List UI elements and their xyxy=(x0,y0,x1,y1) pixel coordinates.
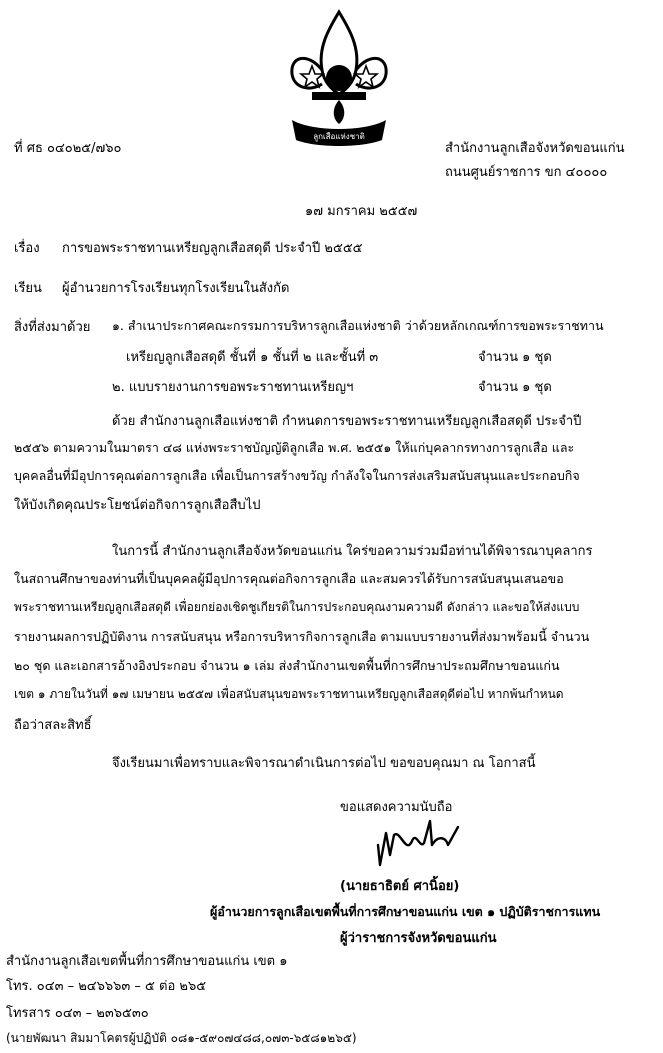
scout-emblem-icon xyxy=(282,8,396,146)
office-name: สำนักงานลูกเสือจังหวัดขอนแก่น xyxy=(445,141,625,156)
letter-date: ๑๗ มกราคม ๒๕๕๗ xyxy=(305,204,418,219)
signatory-title-line-2: ผู้ว่าราชการจังหวัดขอนแก่น xyxy=(340,931,497,946)
closing-salutation: ขอแสดงความนับถือ xyxy=(340,800,453,815)
enclosure-item-1-line-2: เหรียญลูกเสือสดุดี ชั้นที่ ๑ ชั้นที่ ๒ และชั้นที่ ๓ xyxy=(126,350,379,365)
paragraph-2-line: ถือว่าสละสิทธิ์ xyxy=(14,718,92,733)
office-address: ถนนศูนย์ราชการ ขก ๔๐๐๐๐ xyxy=(445,165,608,180)
enclosure-item-2: ๒. แบบรายงานการขอพระราชทานเหรียญฯ xyxy=(112,380,354,395)
paragraph-2-line: พระราชทานเหรียญลูกเสือสดุดี เพื่อยกย่องเชิดชูเกียรติในการประกอบคุณงามความดี ดังกล่าว และขอให้ส่งแบบ xyxy=(14,600,580,614)
paragraph-2-line: ๒๐ ชุด และเอกสารอ้างอิงประกอบ จำนวน ๑ เล่ม ส่งสำนักงานเขตพื้นที่การศึกษาประถมศึกษาขอนแก่น xyxy=(14,658,560,673)
subject-text: การขอพระราชทานเหรียญลูกเสือสดุดี ประจำปี ๒๕๕๕ xyxy=(62,241,363,256)
enclosures-label: สิ่งที่ส่งมาด้วย xyxy=(14,320,91,335)
paragraph-2-line: ในการนี้ สำนักงานลูกเสือจังหวัดขอนแก่น ใคร่ขอความร่วมมือท่านได้พิจารณาบุคลากร xyxy=(112,544,593,559)
paragraph-1-line: ๒๕๕๖ ตามความในมาตรา ๔๘ แห่งพระราชบัญญัติลูกเสือ พ.ศ. ๒๕๕๑ ให้แก่บุคลากรทางการลูกเสือ และ xyxy=(14,440,575,455)
reference-number: ที่ ศธ ๐๔๐๒๕/๗๖๐ xyxy=(14,141,122,156)
paragraph-1-line: ด้วย สำนักงานลูกเสือแห่งชาติ กำหนดการขอพระราชทานเหรียญลูกเสือสดุดี ประจำปี xyxy=(112,414,582,429)
footer-fax: โทรสาร ๐๔๓ – ๒๓๖๕๓๐ xyxy=(6,1006,149,1021)
enclosure-item-2-quantity: จำนวน ๑ ชุด xyxy=(478,380,552,395)
closing-paragraph: จึงเรียนมาเพื่อทราบและพิจารณาดำเนินการต่อไป ขอขอบคุณมา ณ โอกาสนี้ xyxy=(112,756,536,771)
salutation-text: ผู้อำนวยการโรงเรียนทุกโรงเรียนในสังกัด xyxy=(62,281,290,296)
enclosure-item-1-quantity: จำนวน ๑ ชุด xyxy=(478,350,552,365)
paragraph-2-line: ในสถานศึกษาของท่านที่เป็นบุคคลผู้มีอุปการคุณต่อกิจการลูกเสือ และสมควรได้รับการสนับสนุนเสนอขอ xyxy=(14,571,564,586)
signatory-title-line-1: ผู้อำนวยการลูกเสือเขตพื้นที่การศึกษาขอนแก่น เขต ๑ ปฏิบัติราชการแทน xyxy=(210,904,601,919)
signatory-name: (นายธาธิตย์ ศานิ้อย) xyxy=(340,879,460,894)
handwritten-signature-icon xyxy=(372,815,464,867)
footer-phone: โทร. ๐๔๓ – ๒๔๖๖๖๓ – ๕ ต่อ ๒๖๕ xyxy=(6,979,207,994)
subject-label: เรื่อง xyxy=(14,241,40,256)
footer-office: สำนักงานลูกเสือเขตพื้นที่การศึกษาขอนแก่น เขต ๑ xyxy=(6,954,288,969)
emblem-text: ลูกเสือแห่งชาติ xyxy=(313,132,365,141)
footer-contact: (นายพัฒนา สิมมาโคตรผู้ปฏิบัติ ๐๘๑-๕๙๐๗๔๘๘,๐๗๓-๖๕๘๑๒๖๕) xyxy=(6,1031,357,1045)
paragraph-2-line: รายงานผลการปฏิบัติงาน การสนับสนุน หรือการบริหารกิจการลูกเสือ ตามแบบรายงานที่ส่งมาพร้อมนี้ จำนวน xyxy=(14,629,590,644)
paragraph-1-line: บุคคลอื่นที่มีอุปการคุณต่อการลูกเสือ เพื่อเป็นการสร้างขวัญ กำลังใจในการส่งเสริมสนับสนุนและประกอบกิจ xyxy=(14,468,580,483)
paragraph-1-line: ให้บังเกิดคุณประโยชน์ต่อกิจการลูกเสือสืบไป xyxy=(14,498,261,513)
enclosure-item-1-line-1: ๑. สำเนาประกาศคณะกรรมการบริหารลูกเสือแห่งชาติ ว่าด้วยหลักเกณฑ์การขอพระราชทาน xyxy=(112,318,604,333)
paragraph-2-line: เขต ๑ ภายในวันที่ ๑๗ เมษายน ๒๕๕๗ เพื่อสนับสนุนขอพระราชทานเหรียญลูกเสือสดุดีต่อไป หากพ้นกำหนด xyxy=(14,687,564,701)
salutation-label: เรียน xyxy=(14,281,42,296)
